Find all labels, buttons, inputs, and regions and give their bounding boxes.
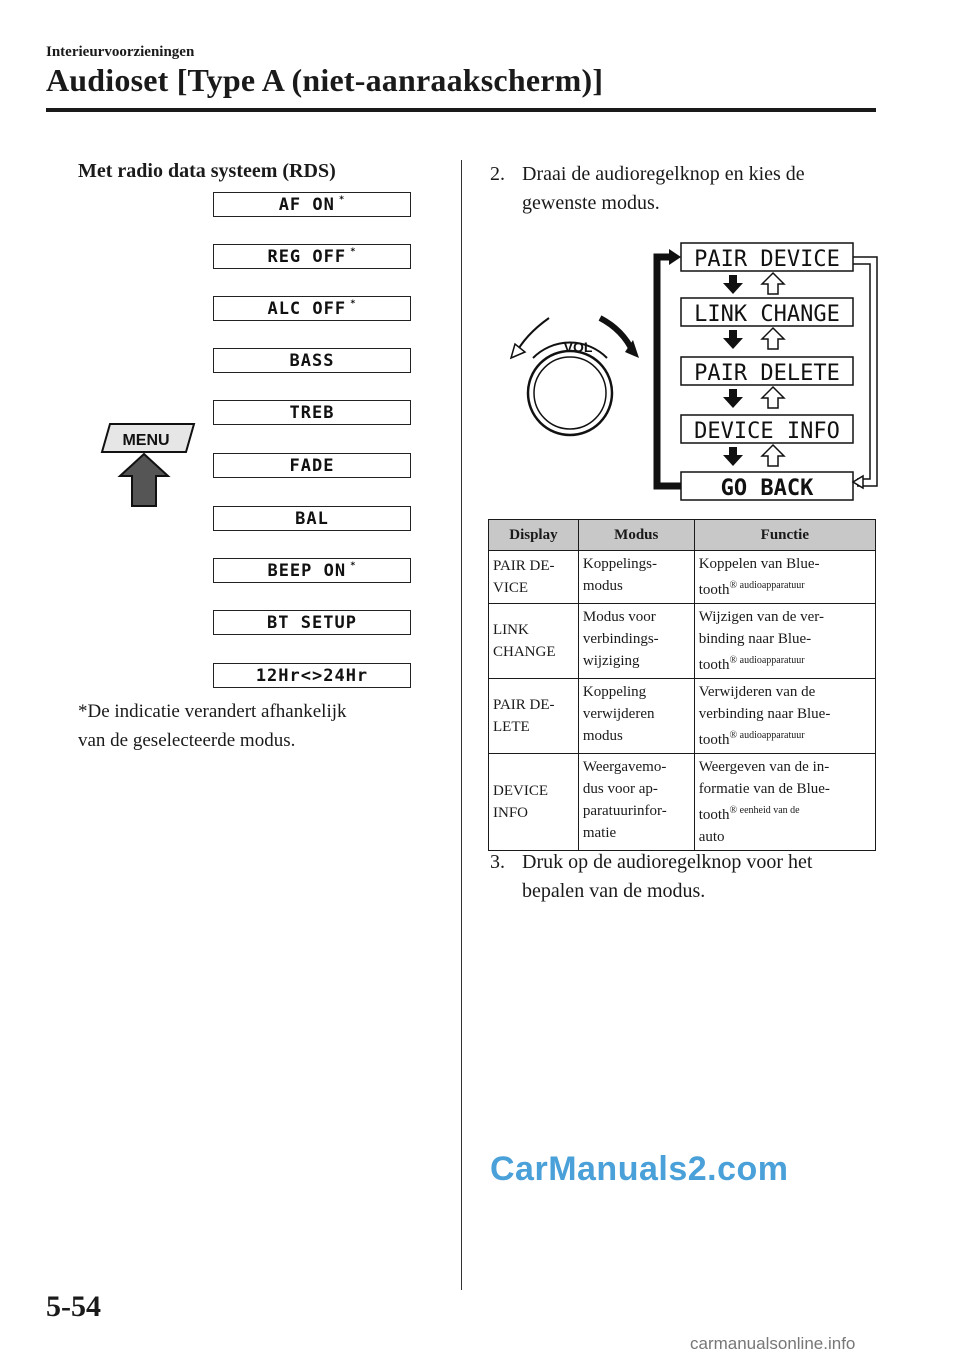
table-cell-modus: Weergavemo- dus voor ap- paratuurinfor- matie [578,754,694,851]
rotate-right-arrow-icon [600,318,633,352]
step-2: 2. Draai de audioregelknop en kies de gewenste modus. [490,163,805,214]
table-cell-display: DEVICE INFO [489,754,579,851]
svg-text:DEVICE INFO: DEVICE INFO [694,419,840,444]
table-cell-functie: Weergeven van de in- formatie van de Blue- tooth$^{® eenheid van de}$ auto [694,754,875,851]
vol-label: VOL [563,339,593,355]
lcd-display-beep-on: BEEP ON * [213,558,411,583]
table-cell-display: PAIR DE- LETE [489,679,579,754]
lcd-display-reg-off: REG OFF * [213,244,411,269]
mode-selection-diagram [505,240,890,502]
step-3: 3. Druk op de audioregelknop voor het bepalen van de modus. [490,851,813,902]
svg-text:PAIR DELETE: PAIR DELETE [694,361,840,386]
svg-text:PAIR DEVICE: PAIR DEVICE [694,247,840,272]
lcd-display-fade: FADE [213,453,411,478]
lcd-display-bass: BASS [213,348,411,373]
lcd-display-treb: TREB [213,400,411,425]
svg-text:LINK CHANGE: LINK CHANGE [694,302,840,327]
table-cell-modus: Koppelings- modus [578,551,694,604]
table-cell-functie: Wijzigen van de ver- binding naar Blue- tooth$^{® audioapparatuur}$ [694,604,875,679]
page-number: 5-54 [46,1290,101,1323]
table-cell-functie: Verwijderen van de verbinding naar Blue- tooth$^{® audioapparatuur}$ [694,679,875,754]
table-header: Functie [694,520,875,551]
section-label: Interieurvoorzieningen [46,44,195,60]
loop-back-arrow [657,257,681,486]
table-header: Modus [578,520,694,551]
table-cell-display: PAIR DE- VICE [489,551,579,604]
table-cell-display: LINK CHANGE [489,604,579,679]
footer-url[interactable]: carmanualsonline.info [690,1334,856,1353]
watermark-logo[interactable]: CarManuals2.com [490,1150,789,1188]
table-header: Display [489,520,579,551]
menu-button-illustration [96,418,200,514]
menu-button-label: MENU [122,432,170,449]
table-cell-functie: Koppelen van Blue- tooth$^{® audioapparatuur}$ [694,551,875,604]
up-arrow-icon [120,454,168,506]
table-row [489,551,876,604]
table-row [489,604,876,679]
table-row [489,754,876,851]
svg-text:GO BACK: GO BACK [720,476,814,501]
lcd-display-clock-format: 12Hr<>24Hr [213,663,411,688]
lcd-display-af-on: AF ON * [213,192,411,217]
column-divider [461,160,462,1290]
mode-table [488,519,876,851]
table-header-row [489,520,876,551]
table-cell-modus: Modus voor verbindings- wijziging [578,604,694,679]
lcd-display-bal: BAL [213,506,411,531]
footnote: *De indicatie verandert afhankelijk van de geselecteerde modus. [78,701,347,751]
lcd-display-bt-setup: BT SETUP [213,610,411,635]
rds-subheading: Met radio data systeem (RDS) [78,160,336,182]
table-cell-modus: Koppeling verwijderen modus [578,679,694,754]
table-row [489,679,876,754]
lcd-display-alc-off: ALC OFF * [213,296,411,321]
page-title: Audioset [Type A (niet-aanraakscherm)] [46,62,604,98]
title-rule [46,108,876,112]
